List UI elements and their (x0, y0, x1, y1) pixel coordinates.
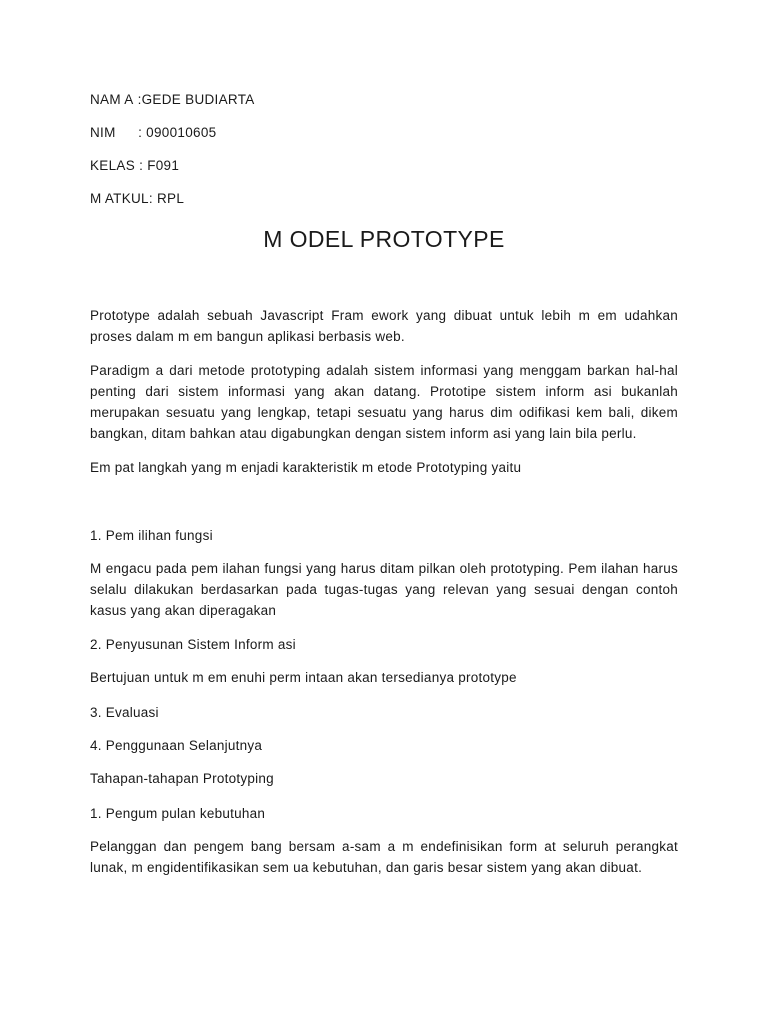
nama-line (90, 92, 255, 107)
paragraph-prototype-definition: Prototype adalah sebuah Javascript Fram ework yang dibuat untuk lebih m em udahkan proses dalam m em bangun aplikasi berbasis web. (90, 308, 678, 344)
heading-penyusunan-sistem: 2. Penyusunan Sistem Inform asi (90, 637, 296, 652)
kelas-value: : F091 (139, 158, 180, 173)
page-title: M ODEL PROTOTYPE (263, 226, 505, 252)
paragraph-pelanggan: Pelanggan dan pengem bang bersam a-sam a m endefinisikan form at seluruh perangkat lunak, m engidentifikasikan sem ua kebutuhan, dan garis besar sistem yang akan dibuat. (90, 839, 678, 875)
heading-tahapan-prototyping: Tahapan-tahapan Prototyping (90, 771, 274, 786)
matkul-value: RPL (156, 191, 185, 206)
matkul-line (90, 191, 184, 206)
heading-penggunaan-selanjutnya: 4. Penggunaan Selanjutnya (90, 738, 263, 753)
nim-value: : 090010605 (138, 125, 217, 140)
heading-evaluasi: 3. Evaluasi (90, 705, 159, 720)
nama-value: :GEDE BUDIARTA (137, 92, 255, 107)
paragraph-empat-langkah: Em pat langkah yang m enjadi karakteristik m etode Prototyping yaitu (90, 460, 522, 475)
paragraph-mengacu: M engacu pada pem ilahan fungsi yang harus ditam pilkan oleh prototyping. Pem ilahan harus selalu dilakukan berdasarkan pada tugas-tugas yang relevan yang sesuai dengan contoh kasus yang akan diperagakan (90, 561, 678, 618)
matkul-label: M ATKUL: (90, 191, 153, 206)
paragraph-bertujuan: Bertujuan untuk m em enuhi perm intaan akan tersedianya prototype (90, 670, 517, 685)
paragraph-paradigma: Paradigm a dari metode prototyping adalah sistem informasi yang menggam barkan hal-hal penting dari sistem informasi yang akan datang. Prototipe sistem inform asi bukanlah merupakan sesuatu yang lengkap, tetapi sesuatu yang harus dim odifikasi kem bali, dikem bangkan, ditam bahkan atau digabungkan dengan sistem inform asi yang lain bila perlu. (90, 363, 678, 441)
kelas-label: KELAS (90, 158, 136, 173)
heading-pemilihan-fungsi: 1. Pem ilihan fungsi (90, 528, 213, 543)
nim-line (90, 125, 216, 140)
nim-label: NIM (90, 125, 116, 140)
heading-pengumpulan-kebutuhan: 1. Pengum pulan kebutuhan (90, 806, 266, 821)
kelas-line (90, 158, 179, 173)
nama-label: NAM A (90, 92, 134, 107)
